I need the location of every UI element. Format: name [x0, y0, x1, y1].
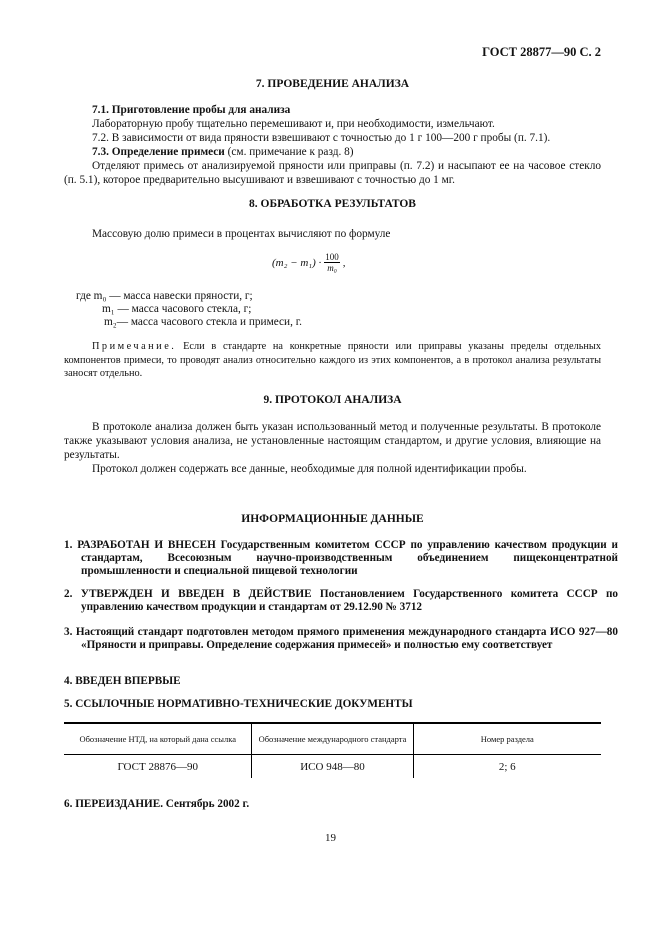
section-8-title: 8. ОБРАБОТКА РЕЗУЛЬТАТОВ: [249, 198, 416, 210]
formula-intro: Массовую долю примеси в процентах вычисляют по формуле: [92, 228, 391, 240]
formula-numerator: 100: [325, 252, 339, 262]
table-header-row: [64, 724, 601, 755]
reference-table: [64, 722, 601, 778]
section-7-body: [64, 103, 601, 187]
info-item-2: 2. УТВЕРЖДЕН И ВВЕДЕН В ДЕЙСТВИЕ Постановлением Государственного комитета СССР по управлению качеством продукции и стандартам от 29.12.90 № 3712: [64, 588, 618, 613]
info-item-3: 3. Настоящий стандарт подготовлен методом прямого применения международного стандарта ИСО 927—80 «Пряности и приправы. Определение содержания примесей» и полностью ему соответствует: [64, 626, 618, 651]
p73-title: 7.3. Определение примеси: [92, 146, 225, 158]
note-text: Если в стандарте на конкретные пряности или приправы указаны пределы отдельных компонентов примеси, то проводят анализ относительно каждого из этих компонентов, а в протокол анализа результаты заносят отдельно.: [64, 341, 601, 379]
formula-left: (m₂ − m₁) ·: [272, 256, 322, 269]
protocol-paragraph-2: Протокол должен содержать все данные, необходимые для полной идентификации пробы.: [92, 463, 527, 475]
info-item-4: 4. ВВЕДЕН ВПЕРВЫЕ: [64, 675, 181, 687]
table-cell-section: 2; 6: [498, 760, 516, 773]
page-header: ГОСТ 28877—90 С. 2: [482, 45, 601, 59]
variable-m2: m₂— масса часового стекла и примеси, г.: [104, 316, 302, 328]
note: [64, 340, 601, 381]
page-number: 19: [325, 832, 336, 844]
variable-m1: m₁ — масса часового стекла, г;: [102, 303, 252, 315]
p71-text: Лабораторную пробу тщательно перемешивают и, при необходимости, измельчают.: [92, 118, 495, 130]
p73-text: Отделяют примесь от анализируемой пряности или приправы (п. 7.2) и насыпают ее на часовое стекло (п. 5.1), которое предварительно высушивают и взвешивают с точностью до 1 мг.: [64, 160, 601, 186]
variable-m0: где m₀ — масса навески пряности, г;: [76, 290, 253, 302]
section-9-title: 9. ПРОТОКОЛ АНАЛИЗА: [263, 394, 402, 406]
table-header-section: Номер раздела: [413, 724, 601, 755]
table-cell-intl: ИСО 948—80: [252, 755, 413, 779]
formula-comma: ,: [342, 256, 346, 269]
note-label: Примечание.: [92, 341, 177, 352]
table-row: [64, 755, 601, 779]
info-item-5: 5. ССЫЛОЧНЫЕ НОРМАТИВНО-ТЕХНИЧЕСКИЕ ДОКУМЕНТЫ: [64, 698, 413, 710]
formula-fraction: [324, 252, 340, 273]
info-title: ИНФОРМАЦИОННЫЕ ДАННЫЕ: [241, 513, 424, 525]
protocol-paragraph-1: В протоколе анализа должен быть указан использованный метод и полученные результаты. В протоколе также указывают условия анализа, не установленные настоящим стандартом, и другие условия, влияющие на результаты.: [64, 421, 601, 461]
info-item-1: 1. РАЗРАБОТАН И ВНЕСЕН Государственным комитетом СССР по управлению качеством продукции и стандартам, Всесоюзным научно-производственным объединением пищеконцентратной промышленности и специальной пищевой технологии: [64, 539, 618, 577]
p72-text: 7.2. В зависимости от вида пряности взвешивают с точностью до 1 г 100—200 г пробы (п. 7.1).: [92, 132, 551, 144]
formula-denominator: m₀: [327, 263, 337, 273]
formula: [272, 252, 346, 273]
section-7-title: 7. ПРОВЕДЕНИЕ АНАЛИЗА: [255, 78, 410, 90]
variables-list: [64, 290, 601, 329]
info-item-6: 6. ПЕРЕИЗДАНИЕ. Сентябрь 2002 г.: [64, 798, 250, 810]
p73-note: (см. примечание к разд. 8): [224, 146, 354, 158]
p71-title: 7.1. Приготовление пробы для анализа: [92, 104, 291, 116]
table-header-ntd: Обозначение НТД, на который дана ссылка: [64, 724, 252, 755]
table-cell-ntd: ГОСТ 28876—90: [64, 755, 252, 779]
table-header-intl: Обозначение международного стандарта: [252, 724, 413, 755]
